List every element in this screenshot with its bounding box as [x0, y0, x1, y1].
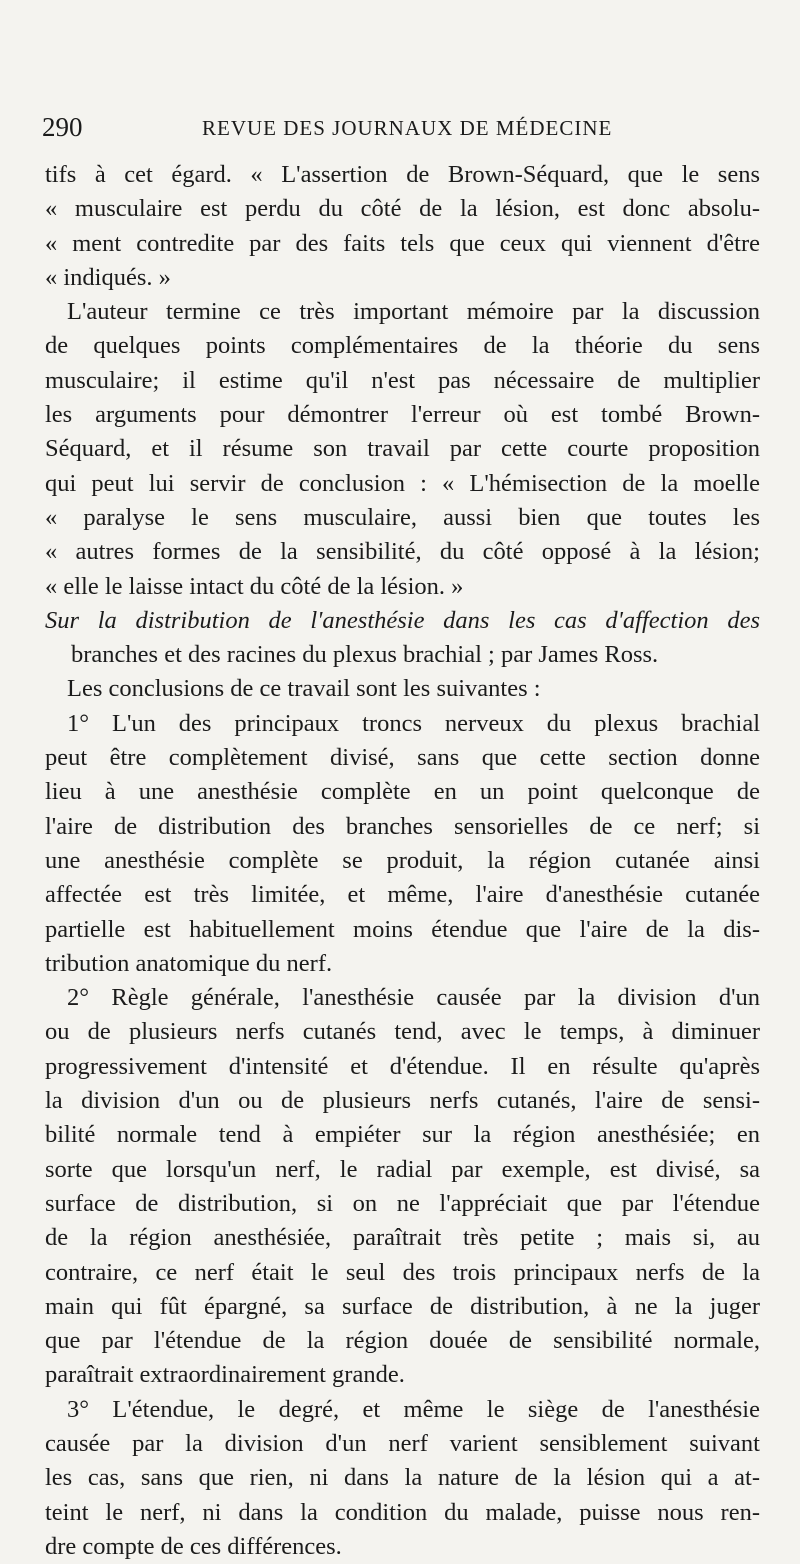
text-line: Les conclusions de ce travail sont les suivantes : — [67, 675, 541, 703]
text-line: 2° Règle générale, l'anesthésie causée par la division d'un — [67, 984, 760, 1012]
text-line: peut être complètement divisé, sans que cette section donne — [45, 744, 760, 772]
page-number: 290 — [42, 112, 83, 142]
text-line: de quelques points complémentaires de la théorie du sens — [45, 332, 760, 360]
text-line: les arguments pour démontrer l'erreur où est tombé Brown- — [45, 401, 760, 429]
text-line: « ment contredite par des faits tels que ceux qui viennent d'être — [45, 229, 760, 257]
text-line: l'aire de distribution des branches sensorielles de ce nerf; si — [45, 812, 760, 840]
text-line: affectée est très limitée, et même, l'aire d'anesthésie cutanée — [45, 881, 760, 909]
text-line: bilité normale tend à empiéter sur la région anesthésiée; en — [45, 1121, 760, 1149]
text-line: surface de distribution, si on ne l'appréciait que par l'étendue — [45, 1189, 760, 1217]
text-line: une anesthésie complète se produit, la région cutanée ainsi — [45, 846, 760, 874]
text-line: qui peut lui servir de conclusion : « L'hémisection de la moelle — [45, 469, 760, 497]
text-line: musculaire; il estime qu'il n'est pas nécessaire de multiplier — [45, 366, 760, 394]
text-line: causée par la division d'un nerf varient sensiblement suivant — [45, 1429, 760, 1457]
article-heading-line: branches et des racines du plexus brachial ; par James Ross. — [71, 641, 659, 669]
text-line: 1° L'un des principaux troncs nerveux du plexus brachial — [67, 709, 760, 737]
text-line: de la région anesthésiée, paraîtrait très petite ; mais si, au — [45, 1224, 760, 1252]
page-header — [42, 112, 762, 148]
text-line: Séquard, et il résume son travail par cette courte proposition — [45, 435, 760, 463]
text-line: lieu à une anesthésie complète en un point quelconque de — [45, 778, 760, 806]
text-line: sorte que lorsqu'un nerf, le radial par exemple, est divisé, sa — [45, 1155, 760, 1183]
text-line: progressivement d'intensité et d'étendue. Il en résulte qu'après — [45, 1052, 760, 1080]
text-line: dre compte de ces différences. — [45, 1532, 342, 1560]
text-line: « musculaire est perdu du côté de la lésion, est donc absolu- — [45, 195, 760, 223]
text-line: « autres formes de la sensibilité, du côté opposé à la lésion; — [45, 538, 760, 566]
text-line: tribution anatomique du nerf. — [45, 949, 333, 977]
body-text — [45, 158, 760, 1564]
text-line: contraire, ce nerf était le seul des trois principaux nerfs de la — [45, 1258, 760, 1286]
text-line: L'auteur termine ce très important mémoire par la discussion — [67, 298, 760, 326]
text-line: « indiqués. » — [45, 263, 171, 291]
text-line: partielle est habituellement moins étendue que l'aire de la dis- — [45, 915, 760, 943]
text-line: « elle le laisse intact du côté de la lésion. » — [45, 572, 464, 600]
text-line: que par l'étendue de la région douée de sensibilité normale, — [45, 1327, 760, 1355]
running-title: REVUE DES JOURNAUX DE MÉDECINE — [202, 116, 613, 140]
text-line: la division d'un ou de plusieurs nerfs cutanés, l'aire de sensi- — [45, 1087, 760, 1115]
text-line: les cas, sans que rien, ni dans la nature de la lésion qui a at- — [45, 1464, 760, 1492]
text-line: tifs à cet égard. « L'assertion de Brown-Séquard, que le sens — [45, 161, 760, 188]
article-heading-line: Sur la distribution de l'anesthésie dans les cas d'affection des — [45, 606, 760, 634]
text-line: ou de plusieurs nerfs cutanés tend, avec le temps, à diminuer — [45, 1018, 760, 1046]
text-line: « paralyse le sens musculaire, aussi bien que toutes les — [45, 503, 760, 531]
text-line: paraîtrait extraordinairement grande. — [45, 1361, 405, 1389]
text-line: 3° L'étendue, le degré, et même le siège de l'anesthésie — [67, 1395, 760, 1423]
text-line: main qui fût épargné, sa surface de distribution, à ne la juger — [45, 1292, 760, 1320]
text-line: teint le nerf, ni dans la condition du malade, puisse nous ren- — [45, 1498, 760, 1526]
